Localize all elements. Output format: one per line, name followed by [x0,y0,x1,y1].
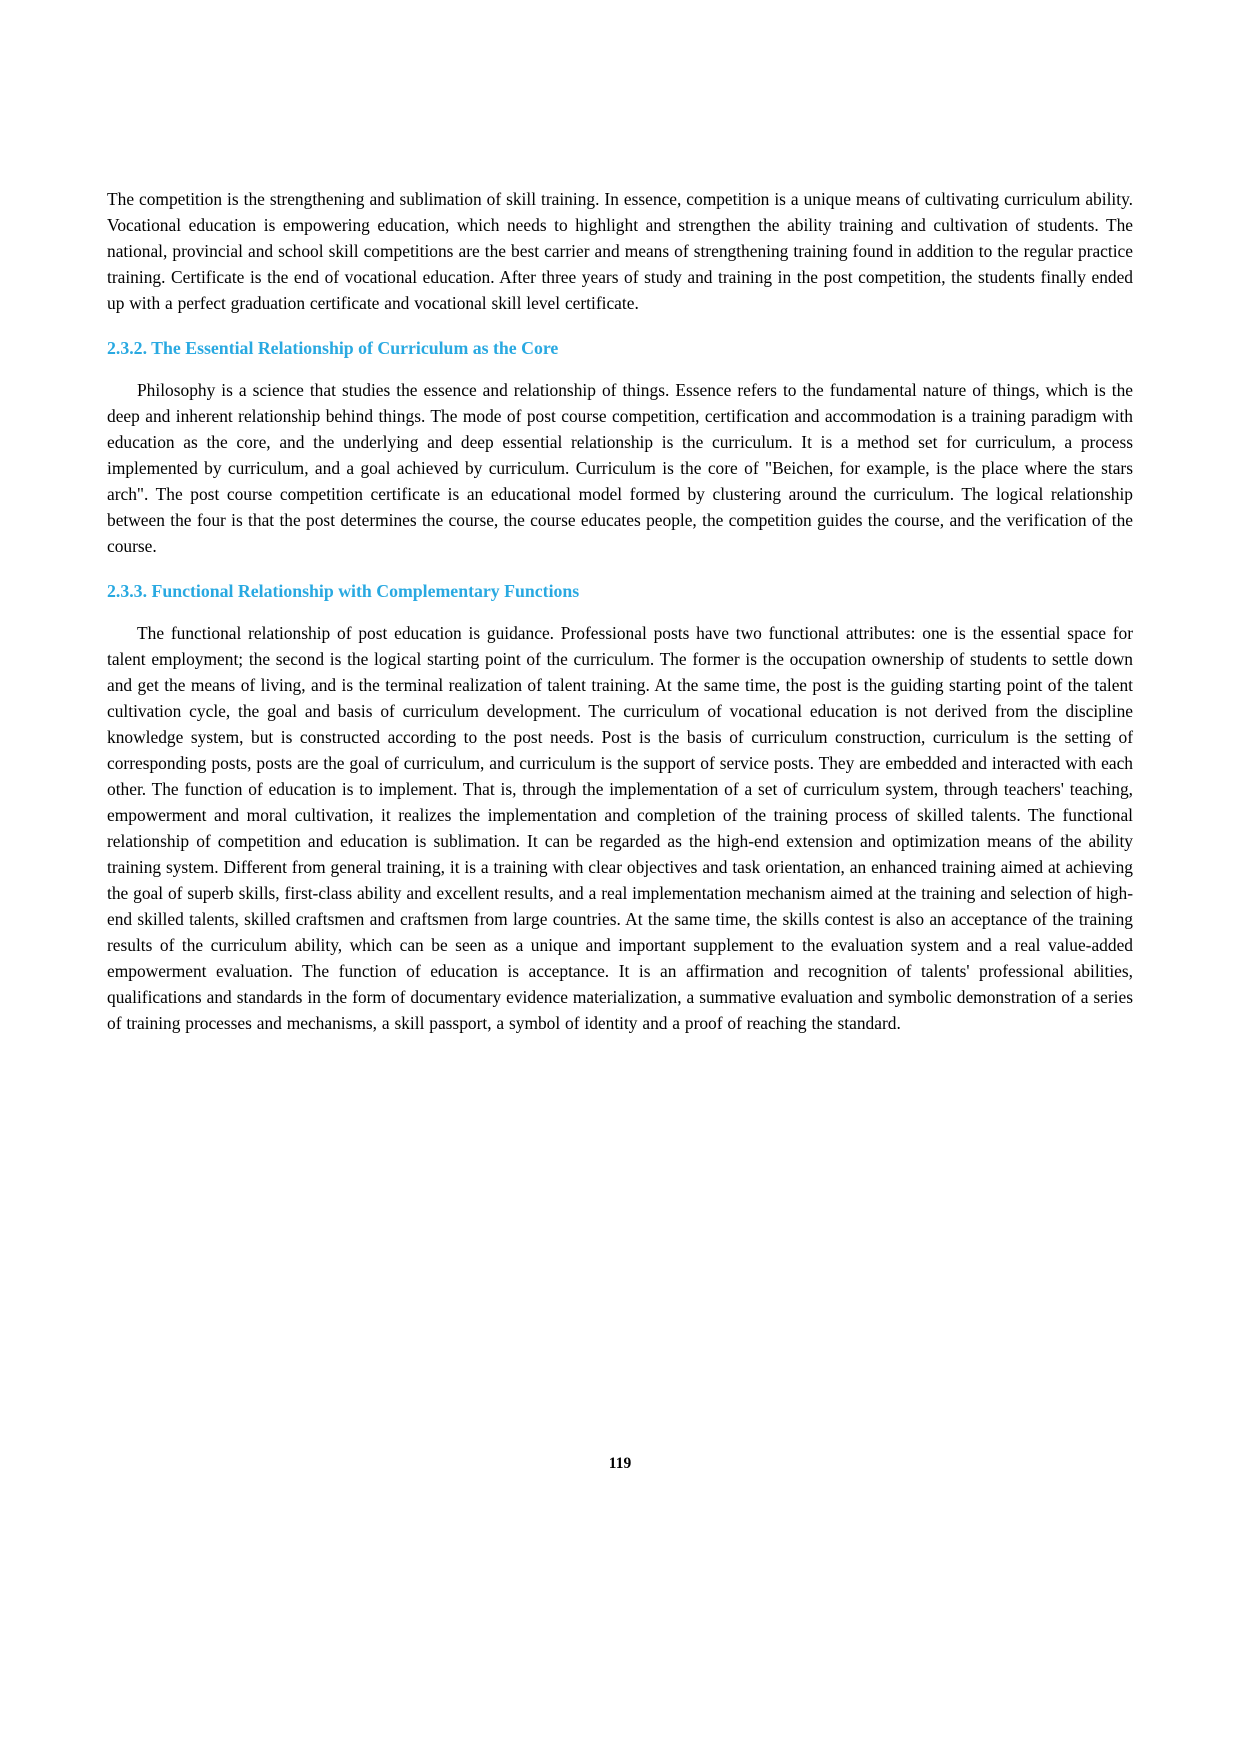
section-heading-2-3-2: 2.3.2. The Essential Relationship of Curriculum as the Core [107,338,559,358]
page-body [107,186,1133,1036]
section-2-3-2-paragraph: Philosophy is a science that studies the essence and relationship of things. Essence refers to the fundamental nature of things, which is the deep and inherent relationship behind things. The mode of post course competition, certification and accommodation is a training paradigm with education as the core, and the underlying and deep essential relationship is the curriculum. It is a method set for curriculum, a process implemented by curriculum, and a goal achieved by curriculum. Curriculum is the core of "Beichen, for example, is the place where the stars arch". The post course competition certificate is an educational model formed by clustering around the curriculum. The logical relationship between the four is that the post determines the course, the course educates people, the competition guides the course, and the verification of the course. [107,380,1133,556]
section-heading-2-3-3: 2.3.3. Functional Relationship with Complementary Functions [107,581,580,601]
section-2-3-3-paragraph: The functional relationship of post education is guidance. Professional posts have two functional attributes: one is the essential space for talent employment; the second is the logical starting point of the curriculum. The former is the occupation ownership of students to settle down and get the means of living, and is the terminal realization of talent training. At the same time, the post is the guiding starting point of the talent cultivation cycle, the goal and basis of curriculum development. The curriculum of vocational education is not derived from the discipline knowledge system, but is constructed according to the post needs. Post is the basis of curriculum construction, curriculum is the setting of corresponding posts, posts are the goal of curriculum, and curriculum is the support of service posts. They are embedded and interacted with each other. The function of education is to implement. That is, through the implementation of a set of curriculum system, through teachers' teaching, empowerment and moral cultivation, it realizes the implementation and completion of the training process of skilled talents. The functional relationship of competition and education is sublimation. It can be regarded as the high-end extension and optimization means of the ability training system. Different from general training, it is a training with clear objectives and task orientation, an enhanced training aimed at achieving the goal of superb skills, first-class ability and excellent results, and a real implementation mechanism aimed at the training and selection of high-end skilled talents, skilled craftsmen and craftsmen from large countries. At the same time, the skills contest is also an acceptance of the training results of the curriculum ability, which can be seen as a unique and important supplement to the evaluation system and a real value-added empowerment evaluation. The function of education is acceptance. It is an affirmation and recognition of talents' professional abilities, qualifications and standards in the form of documentary evidence materialization, a summative evaluation and symbolic demonstration of a series of training processes and mechanisms, a skill passport, a symbol of identity and a proof of reaching the standard. [107,623,1133,1033]
intro-paragraph: The competition is the strengthening and sublimation of skill training. In essence, competition is a unique means of cultivating curriculum ability. Vocational education is empowering education, which needs to highlight and strengthen the ability training and cultivation of students. The national, provincial and school skill competitions are the best carrier and means of strengthening training found in addition to the regular practice training. Certificate is the end of vocational education. After three years of study and training in the post competition, the students finally ended up with a perfect graduation certificate and vocational skill level certificate. [107,189,1133,313]
page-number: 119 [608,1455,632,1472]
